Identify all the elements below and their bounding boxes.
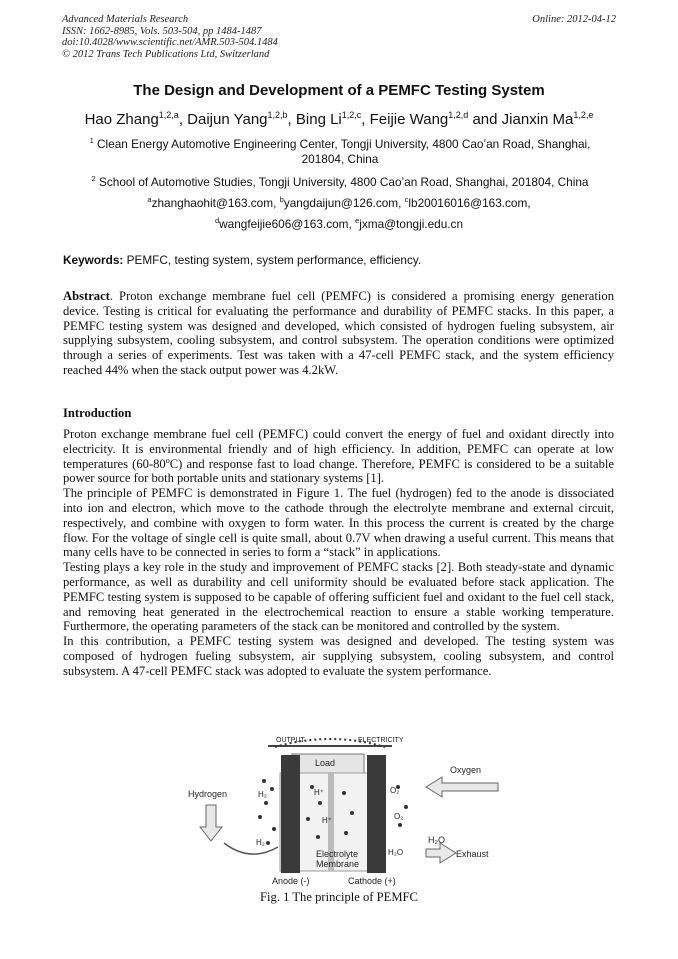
circuit-wire-top [268,745,392,747]
intro-paragraph-2: The principle of PEMFC is demonstrated in Figure 1. The fuel (hydrogen) fed to the anode is dissociated into ion and electron, which move to the cathode through the electrolyte membrane and external circuit, respectively, and combine with oxygen to form water. In this process the current is created by the charge flow. For the voltage of single cell is quite small, about 0.7V when drawing a useful current. This means that many cells have to be connected in series to form a “stack” in applications. [63,486,614,560]
affiliation-1 [70,137,610,167]
h2o-label: H₂O [388,848,404,857]
intro-paragraph-3: Testing plays a key role in the study and improvement of PEMFC stacks [2]. Both steady-state and dynamic performance, as well as durability and cell uniformity should be evaluated before stack application. The PEMFC testing system is supposed to be capable of offering sufficient fuel and oxidant to the fuel cell stack, and removing heat generated in the electrochemical reaction to ensure a stable working temperature. Furthermore, the operating parameters of the stack can be monitored and controlled by the system. [63,560,614,634]
author-affil-sup: 1,2,e [573,110,594,120]
o2-label: O₂ [390,786,400,795]
abstract-text: . Proton exchange membrane fuel cell (PEMFC) is considered a promising energy generation device. Testing is critical for evaluating the performance and durability of PEMFC stacks. In this paper, a PEMFC testing system was designed and developed, which consisted of hydrogen fueling subsystem, air supplying subsystem, cooling subsystem, and control subsystem. The operation conditions were optimized through a series of experiments. Test was taken with a 47-cell PEMFC stack, and the system efficiency reached 44% when the stack output power was 4.2kW. [63,289,614,377]
pemfc-diagram [180,733,500,888]
email-link[interactable]: yangdaijun@126.com, [283,196,402,210]
online-date: Online: 2012-04-12 [532,14,616,25]
exhaust-h2o-label: H₂O [428,835,445,845]
email-sup: c [404,195,409,204]
exhaust-arrow [426,843,456,863]
intro-p1-text-a: Proton exchange membrane fuel cell (PEMFC) could convert the energy of fuel and oxidant directly into electricity. It is environmental friendly and of high efficiency. In addition, PEMFC can operate at low temperatures (60-80 [63,427,614,471]
keywords-text: PEMFC, testing system, system performance, efficiency. [126,253,422,267]
cathode-plate [367,755,386,873]
affiliation-2 [70,175,610,190]
author-name: Feijie Wang [369,111,449,128]
h-plus-label: H⁺ [322,816,332,825]
abstract-paragraph [63,289,614,378]
affiliation-text: Clean Energy Automotive Engineering Center, Tongji University, 4800 Cao’an Road, Shanghai, 201804, China [97,137,591,166]
email-line-1 [0,196,678,210]
author-separator: , [178,111,188,128]
cathode-label: Cathode (+) [348,876,396,886]
author-separator: and [468,111,502,128]
journal-doi: doi:10.4028/www.scientific.net/AMR.503-504.1484 [62,37,278,48]
author-list [0,111,678,128]
abstract-label: Abstract [63,289,110,303]
email-link[interactable]: jxma@tongji.edu.cn [359,217,464,231]
load-label: Load [315,758,336,768]
journal-header [62,14,278,60]
intro-paragraph-1 [63,427,614,486]
intro-paragraph-4: In this contribution, a PEMFC testing system was designed and developed. The testing system was composed of hydrogen fueling subsystem, air supplying subsystem, cooling subsystem, and control subsystem. A 47-cell PEMFC stack was adopted to evaluate the system performance. [63,634,614,678]
anode-plate [281,755,300,873]
electricity-label: ELECTRICITY [358,737,404,744]
section-heading-introduction: Introduction [63,406,132,420]
affiliation-text: School of Automotive Studies, Tongji University, 4800 Cao’an Road, Shanghai, 201804, China [99,175,589,189]
email-link[interactable]: lb20016016@163.com, [408,196,531,210]
email-sup: b [279,195,284,204]
hydrogen-flow-arrow [224,843,278,854]
output-label: OUTPUT [276,737,305,744]
degree-sup: o [165,455,170,465]
author-separator: , [361,111,370,128]
author-affil-sup: 1,2,b [267,110,288,120]
author-name: Daijun Yang [187,111,268,128]
affiliation-number: 1 [89,136,94,145]
exhaust-label: Exhaust [456,849,489,859]
email-line-2 [0,217,678,231]
journal-copyright: © 2012 Trans Tech Publications Ltd, Switzerland [62,48,270,60]
author-affil-sup: 1,2,d [448,110,469,120]
paper-title: The Design and Development of a PEMFC Testing System [133,82,545,99]
keywords-label: Keywords: [63,253,124,267]
author-separator: , [287,111,296,128]
email-link[interactable]: wangfeijie606@163.com, [219,217,352,231]
o2-label: O₂ [394,812,404,821]
email-link[interactable]: zhanghaohit@163.com, [151,196,277,210]
membrane-label: Membrane [316,859,360,869]
introduction-body [63,427,614,679]
email-sup: a [147,195,152,204]
keywords [63,253,421,267]
h2-label: H₂ [256,838,265,847]
author-name: Bing Li [295,111,342,128]
electrolyte-label: Electrolyte [316,849,359,859]
figure-caption: Fig. 1 The principle of PEMFC [260,890,418,904]
hydrogen-label: Hydrogen [188,789,228,799]
hydrogen-arrow [200,805,222,841]
author-name: Hao Zhang [84,111,159,128]
figure-pemfc-principle [180,733,500,888]
email-sup: e [355,216,360,225]
author-affil-sup: 1,2,a [158,110,179,120]
abstract [63,289,614,378]
author-affil-sup: 1,2,c [341,110,362,120]
intro-p1-text-b: C) and response fast to load change. Therefore, PEMFC is considered to be a suitable power source for both portable units and stationary systems [1]. [63,456,614,486]
journal-name: Advanced Materials Research [62,14,189,25]
anode-label: Anode (-) [272,876,310,886]
author-name: Jianxin Ma [501,111,574,128]
oxygen-label: Oxygen [450,765,482,775]
h2-label: H₂ [258,790,267,799]
email-sup: d [214,216,220,225]
journal-issn: ISSN: 1662-8985, Vols. 503-504, pp 1484-1487 [62,25,262,37]
oxygen-arrow [426,777,498,797]
affiliation-number: 2 [91,174,96,183]
h-plus-label: H⁺ [314,788,324,797]
